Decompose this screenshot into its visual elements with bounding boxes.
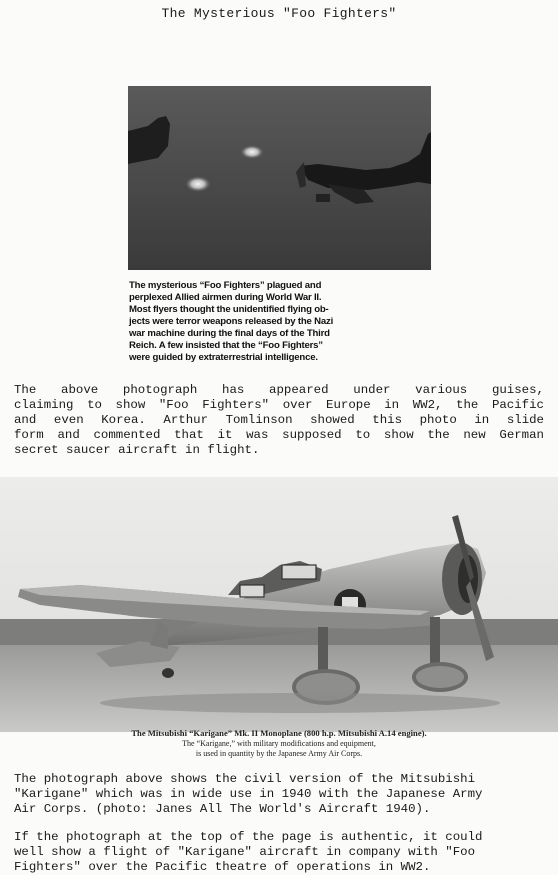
caption-line: jects were terror weapons released by the Nazi <box>129 316 334 327</box>
paragraph-line: "Karigane" which was in wide use in 1940 with the Japanese Army <box>14 787 483 801</box>
paragraph-line: If the photograph at the top of the page is authentic, it could <box>14 830 483 844</box>
caption-main: The Mitsubishi “Karigane” Mk. II Monoplane (800 h.p. Mitsubishi A.14 engine). <box>131 728 427 738</box>
caption-line: Reich. A few insisted that the “Foo Fighters” <box>129 340 323 351</box>
caption-sub-line: is used in quantity by the Japanese Army Air Corps. <box>195 748 363 758</box>
paragraph-1 <box>14 383 544 458</box>
paragraph-line: form and commented that it was supposed to show the new German <box>14 428 544 442</box>
paragraph-line: The photograph above shows the civil version of the Mitsubishi <box>14 772 476 786</box>
paragraph-3 <box>14 830 544 875</box>
paragraph-2 <box>14 772 544 817</box>
page-title: The Mysterious "Foo Fighters" <box>161 6 397 21</box>
paragraph-line: and even Korea. Arthur Tomlinson showed this photo in slide <box>14 413 544 427</box>
caption-line: Most flyers thought the unidentified flying ob- <box>129 304 329 315</box>
paragraph-line: claiming to show "Foo Fighters" over Europe in WW2, the Pacific <box>14 398 544 412</box>
karigane-aircraft-photo <box>0 477 558 732</box>
caption-line: were guided by extraterrestrial intelligence. <box>129 352 318 363</box>
caption-line: perplexed Allied airmen during World War II. <box>129 292 322 303</box>
caption-line: The mysterious “Foo Fighters” plagued and <box>129 280 322 291</box>
caption-sub-line: The “Karigane,” with military modifications and equipment, <box>182 739 376 748</box>
foo-fighters-photo <box>128 86 431 270</box>
paragraph-line: secret saucer aircraft in flight. <box>14 443 260 457</box>
paragraph-line: well show a flight of "Karigane" aircraft in company with "Foo <box>14 845 476 859</box>
photo1-caption <box>129 280 379 364</box>
photo2-caption <box>0 728 558 758</box>
paragraph-line: Air Corps. (photo: Janes All The World's Aircraft 1940). <box>14 802 431 816</box>
caption-line: war machine during the final days of the Third <box>129 328 330 339</box>
paragraph-line: The above photograph has appeared under various guises, <box>14 383 544 397</box>
paragraph-line: Fighters" over the Pacific theatre of operations in WW2. <box>14 860 431 874</box>
